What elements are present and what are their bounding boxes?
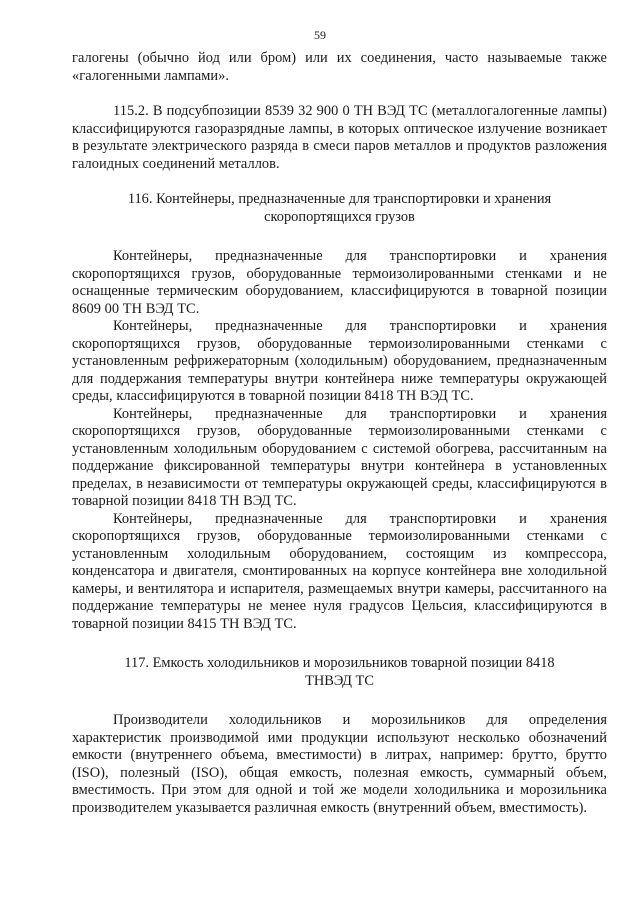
section-heading-117: 117. Емкость холодильников и морозильников товарной позиции 8418 ТНВЭД ТС <box>124 655 555 689</box>
paragraph-containers-4: Контейнеры, предназначенные для транспортировки и хранения скоропортящихся грузов, оборудованные термоизолированными стенками с установленным холодильным оборудованием, состоящим из компрессора, конденсатора и двигателя, смонтированных на корпусе контейнера вне холодильной камеры, и вентилятора и испарителя, размещаемых внутри камеры, рассчитанного на поддержание температуры не менее нуля градусов Цельсия, классифицируются в товарной позиции 8415 ТН ВЭД ТС. <box>72 510 607 632</box>
paragraph-continuation: галогены (обычно йод или бром) или их соединения, часто называемые также «галогенными лампами». <box>72 50 607 84</box>
page-number: 59 <box>314 28 326 42</box>
section-heading-116: 116. Контейнеры, предназначенные для транспортировки и хранения скоропортящихся грузов <box>127 191 552 225</box>
paragraph-capacity: Производители холодильников и морозильников для определения характеристик производимой ими продукции используют несколько обозначений емкости (внутреннего объема, вместимости) в литрах, например: брутто, брутто (ISO), полезный (ISO), общая емкость, полезная емкость, суммарный объем, вместимость. При этом для одной и той же модели холодильника и морозильника производителем указывается различная емкость (внутренний объем, вместимость). <box>72 712 607 816</box>
paragraph-containers-3: Контейнеры, предназначенные для транспортировки и хранения скоропортящихся грузов, оборудованные термоизолированными стенками с установленным холодильным оборудованием с системой обогрева, рассчитанным на поддержание фиксированной температуры внутри контейнера в установленных пределах, в независимости от температуры окружающей среды, классифицируются в товарной позиции 8418 ТН ВЭД ТС. <box>72 405 607 509</box>
paragraph-containers-2: Контейнеры, предназначенные для транспортировки и хранения скоропортящихся грузов, оборудованные термоизолированными стенками с установленным рефрижераторным (холодильным) оборудованием, предназначенным для поддержания температуры внутри контейнера ниже температуры окружающей среды, классифицируются в товарной позиции 8418 ТН ВЭД ТС. <box>72 318 607 404</box>
paragraph-115-2: 115.2. В подсубпозиции 8539 32 900 0 ТН ВЭД ТС (металлогалогенные лампы) классифицируются газоразрядные лампы, в которых оптическое излучение возникает в результате электрического разряда в смеси паров металлов и продуктов разложения галоидных соединений металлов. <box>72 103 607 172</box>
document-body <box>72 50 607 817</box>
paragraph-containers-1: Контейнеры, предназначенные для транспортировки и хранения скоропортящихся грузов, оборудованные термоизолированными стенками и не оснащенные термическим оборудованием, классифицируются в товарной позиции 8609 00 ТН ВЭД ТС. <box>72 248 607 317</box>
